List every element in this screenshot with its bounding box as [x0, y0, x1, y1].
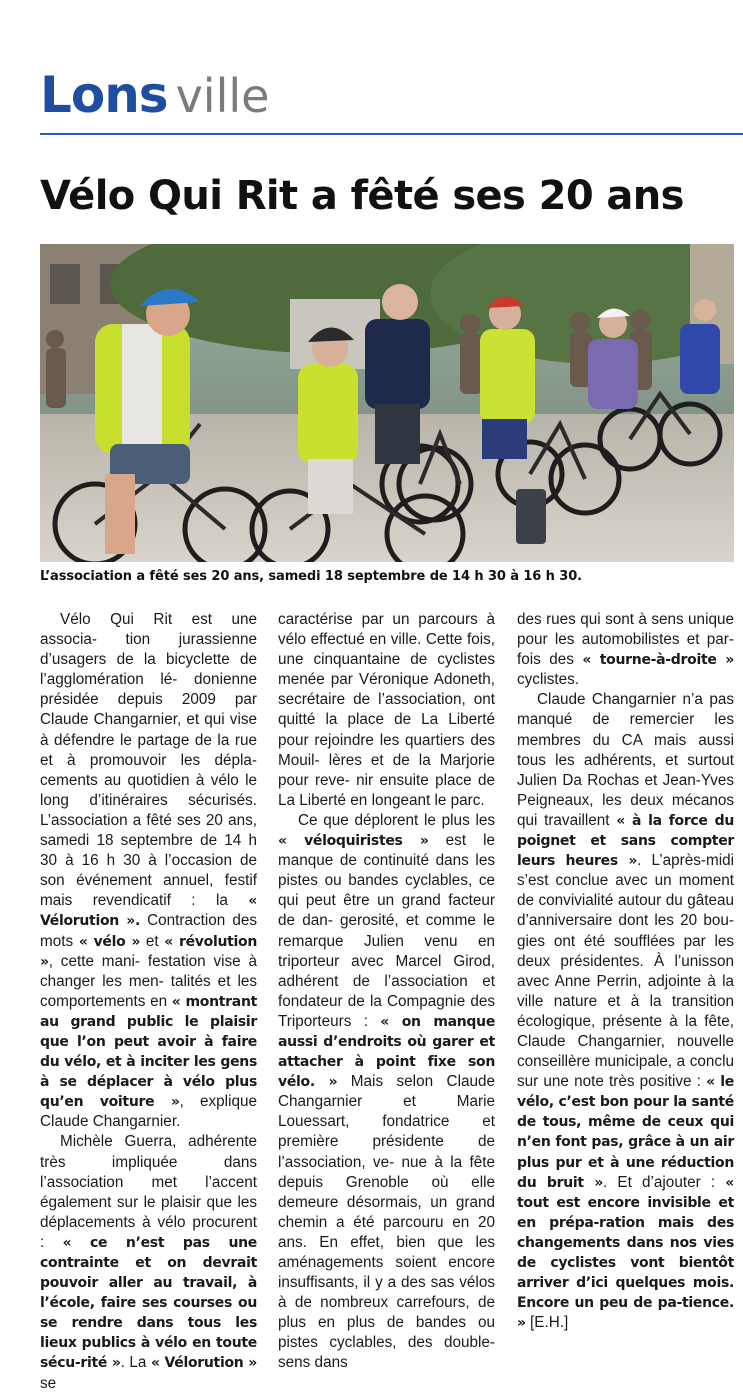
text-line: rejoindre les quartiers des Mouil-	[278, 731, 495, 769]
text-line: met l’accent également sur le	[40, 1173, 257, 1211]
text-line: une cinquantaine de cyclistes	[278, 651, 495, 669]
text-line: fois des	[517, 651, 574, 669]
text-line: pas manqué de remercier les	[517, 691, 735, 729]
text-line: conseillère municipale, a conclu	[517, 1053, 734, 1071]
text-line: Michèle Guerra, adhérente	[60, 1133, 257, 1151]
text-line: caractérise par un parcours à	[278, 611, 495, 628]
paragraph	[40, 610, 257, 1132]
article-column-3	[517, 610, 734, 1333]
quote: « ce n’est pas une contrainte et on devrait pouvoir aller au travail, à l’école, faire ses courses ou se rendre dans tous les lieux publics à vélo en toute sécu-rité »	[40, 1234, 257, 1372]
text-line: , explique	[179, 1093, 257, 1111]
text-line: membres du CA mais aussi	[517, 731, 734, 749]
text-line: de continuité dans les pistes ou	[278, 852, 495, 890]
text-line: la ville nature et à la transition	[517, 972, 735, 1010]
text-line: aménagements soient encore	[278, 1254, 495, 1271]
text-line: cyclables, des double-sens dans	[278, 1334, 495, 1372]
header-divider	[40, 133, 743, 135]
page-header	[40, 66, 269, 130]
text-line: écologique, présente à la fête,	[517, 1012, 734, 1030]
paragraph	[278, 811, 495, 1374]
paragraph	[517, 610, 734, 690]
text-line: Peigneaux, les deux mécanos	[517, 791, 734, 809]
text-line: Mais selon	[350, 1073, 434, 1091]
text-line: vise à défendre le partage de la	[40, 711, 257, 749]
text-line: la Compagnie des Triporteurs :	[278, 992, 496, 1030]
text-line: quitté la place de La Liberté pour	[278, 711, 495, 749]
text-line: deux présidentes. À l’unisson	[517, 952, 734, 970]
quote: « on manque aussi d’endroits où garer et attacher à point fixe son vélo. »	[278, 1013, 496, 1091]
text-line: où elle demeure désormais, un	[278, 1173, 495, 1211]
text-line: et	[145, 932, 159, 950]
text-line: de convivialité autour du gâteau	[517, 892, 734, 910]
text-line: tion jurassienne d’usagers de la	[40, 631, 257, 669]
text-line: plus en plus de bandes ou pistes	[278, 1314, 495, 1352]
quote: « le vélo, c’est bon pour la santé de tous, même de ceux qui n’en font pas, grâce à un air plus pur et à une réduction du bruit »	[517, 1074, 734, 1191]
paragraph	[278, 610, 495, 811]
text-line: Claude Changarnier, nouvelle	[517, 1032, 734, 1050]
text-line: à 16 h 30 à l’occasion de son	[40, 852, 258, 890]
quote: « Vélorution »	[150, 1355, 257, 1372]
text-line: Claude Changarnier n’a	[537, 691, 703, 709]
text-line: tous les adhérents, et surtout	[517, 751, 734, 769]
text-line: Julien venu en triporteur avec	[278, 932, 496, 970]
text-line: très impliquée dans l’association	[40, 1153, 257, 1191]
text-line: bicyclette de l’agglomération lé-	[40, 651, 258, 689]
text-line: pour les automobilistes et par-	[517, 631, 734, 649]
text-line: Louessart, fondatrice et première	[278, 1113, 495, 1151]
article-headline: Vélo Qui Rit a fêté ses 20 ans	[40, 173, 684, 219]
text-line: nir ensuite place de La Liberté en	[278, 771, 496, 809]
text-line: , cette mani-	[48, 952, 141, 970]
text-line: à de nombreux carrefours, de	[278, 1294, 495, 1312]
text-line: être un grand facteur de dan-	[278, 892, 496, 930]
article-body	[40, 610, 735, 1392]
text-line: Ce que déplorent le plus les	[298, 811, 495, 829]
text-line: nue à la fête depuis Grenoble	[278, 1153, 495, 1191]
article-column-2	[278, 610, 495, 1374]
paragraph	[40, 1132, 257, 1393]
text-line: cements au quotidien à vélo	[40, 771, 239, 789]
text-line: bandes cyclables, ce qui peut	[278, 872, 495, 910]
quote: « véloquiristes »	[278, 833, 429, 850]
text-line: Marcel Girod, adhérent de	[278, 952, 495, 990]
section-label: ville	[175, 69, 270, 123]
text-line: des rues qui sont à sens unique	[517, 611, 734, 628]
text-line: lères et de la Marjorie pour reve-	[278, 751, 496, 789]
section-city: Lons	[40, 66, 168, 124]
text-line: longeant le parc.	[371, 791, 485, 809]
text-line: . La	[120, 1354, 147, 1372]
text-line: grand chemin a été parcouru en	[278, 1193, 496, 1231]
text-line: présidente de l’association, ve-	[278, 1133, 495, 1171]
text-line: Vélo Qui Rit est une associa-	[40, 611, 257, 649]
text-line: sur une note très positive :	[517, 1073, 701, 1091]
quote: « tourne-à-droite »	[582, 652, 735, 669]
text-line: cyclistes.	[517, 671, 580, 689]
photo-caption: L’association a fêté ses 20 ans, samedi 18 septembre de 14 h 30 à 16 h 30.	[40, 569, 582, 584]
paragraph	[517, 690, 734, 1333]
text-line: qui travaillent	[517, 811, 610, 829]
article-photo	[40, 244, 734, 562]
text-line: l’association et fondateur de	[278, 972, 495, 1010]
text-line: rue et à promouvoir les dépla-	[40, 731, 257, 769]
text-line: Julien Da Rochas et Jean-Yves	[517, 771, 734, 789]
text-line: . L’après-midi	[637, 852, 734, 870]
text-line: festation vise à changer les men-	[40, 952, 257, 990]
text-line: L’association a fêté ses 20 ans,	[40, 811, 257, 829]
article-column-1	[40, 610, 257, 1394]
text-line: gies ont été soufflées par les	[517, 932, 734, 950]
text-line: menée par Véronique Adoneth,	[278, 671, 495, 689]
text-line: événement annuel, festif mais	[40, 872, 257, 910]
quote: « Vélorution ».	[40, 893, 257, 930]
text-line: 20 ans. En effet, bien que les	[278, 1213, 495, 1251]
quote: « vélo »	[78, 933, 141, 950]
text-line: gerosité, et comme le remarque	[278, 912, 496, 950]
text-line: se	[40, 1374, 57, 1392]
text-line: avec Anne Perrin, adjointe à	[517, 972, 716, 990]
text-line: Claude Changarnier et Marie	[278, 1073, 496, 1111]
text-line: secrétaire de l’association, ont	[278, 691, 495, 709]
text-line: Claude Changarnier.	[40, 1113, 181, 1131]
quote: « à la force du poignet et sans compter leurs heures »	[517, 812, 734, 870]
text-line: vélo effectué en ville. Cette fois,	[278, 631, 495, 649]
text-line: talités et les comportements en	[40, 972, 258, 1010]
text-line: donienne présidée depuis 2009	[40, 671, 257, 709]
text-line: d’anniversaire dont les 20 bou-	[517, 912, 734, 930]
quote: « révolution »	[40, 933, 257, 970]
text-line: insuffisants, il y a des sas vélos	[278, 1274, 495, 1292]
text-line: Contraction des mots	[40, 912, 257, 950]
author-initials: [E.H.]	[530, 1314, 569, 1332]
text-line: samedi 18 septembre de 14 h 30	[40, 832, 257, 870]
text-line: vélo procurent :	[40, 1213, 258, 1251]
text-line: revendicatif : la	[92, 892, 228, 910]
text-line: plaisir que les déplacements à	[40, 1193, 258, 1231]
text-line: . Et d’ajouter :	[602, 1173, 716, 1191]
text-line: par Claude Changarnier, et qui	[40, 691, 257, 729]
text-line: est le manque	[278, 832, 495, 870]
text-line: s’est conclue avec un moment	[517, 872, 734, 890]
quote: « tout est encore invisible et en prépa-ration mais des changements dans nos vies de cyclistes vont bientôt arriver d’ici quelques mois. Encore un peu de pa-tience. »	[517, 1174, 734, 1332]
text-line: le long d’itinéraires sécurisés.	[40, 771, 257, 809]
quote: « montrant au grand public le plaisir que l’on peut avoir à faire du vélo, et à inciter les gens à se déplacer à vélo plus qu’en voiture »	[40, 993, 257, 1111]
